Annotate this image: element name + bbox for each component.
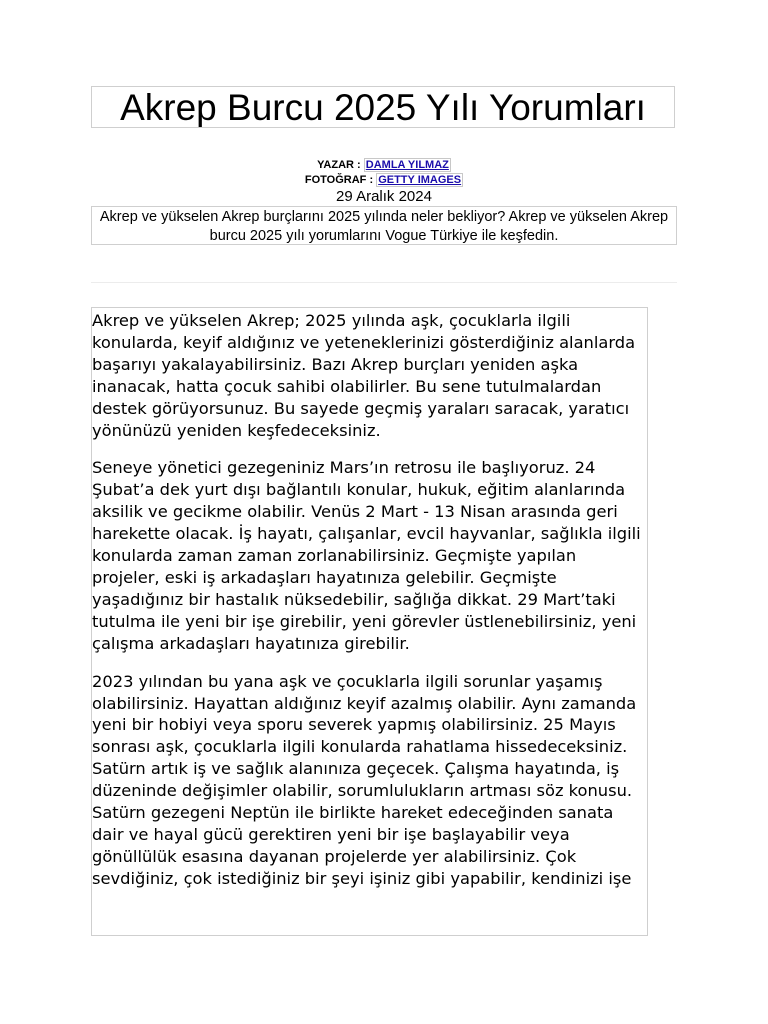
body-paragraph: Akrep ve yükselen Akrep; 2025 yılında aşk, çocuklarla ilgili konularda, keyif aldığınız ve yeteneklerinizi gösterdiğiniz alanlarda başarıyı yakalayabilirsiniz. Bazı Akrep burçları yeniden aşka inanacak, hatta çocuk sahibi olabilirler. Bu sene tutulmalardan destek görüyorsunuz. Bu sayede geçmiş yaraları saracak, yaratıcı yönünüzü yeniden keşfedeceksiniz. <box>92 311 636 440</box>
article-title: Akrep Burcu 2025 Yılı Yorumları <box>91 86 675 128</box>
author-link[interactable]: DAMLA YILMAZ <box>365 159 449 171</box>
photo-credit-link[interactable]: GETTY IMAGES <box>378 174 462 186</box>
section-divider <box>91 282 677 283</box>
body-paragraph: 2023 yılından bu yana aşk ve çocuklarla ilgili sorunlar yaşamış olabilirsiniz. Hayattan aldığınız keyif azalmış olabilir. Aynı zamanda yeni bir hobiyi veya sporu severek yapmış olabilirsiniz. 25 Mayıs sonrası aşk, çocuklarla ilgili konularda rahatlama hissedeceksiniz. Satürn artık iş ve sağlık alanınıza geçecek. Çalışma hayatında, iş düzeninde değişimler olabilir, sorumlulukların artması söz konusu. Satürn gezegeni Neptün ile birlikte hareket edeceğinden sanata dair ve hayal gücü gerektiren yeni bir işe başlayabilir veya gönüllülük esasına dayanan projelerde yer alabilirsiniz. Çok sevdiğiniz, çok istediğiniz bir şeyi işiniz gibi yapabilir, kendinizi işe <box>92 671 637 888</box>
article-body <box>91 307 648 936</box>
photo-credit-line <box>91 173 677 187</box>
photo-label: FOTOĞRAF : <box>304 174 377 186</box>
article-summary: Akrep ve yükselen Akrep burçlarını 2025 yılında neler bekliyor? Akrep ve yükselen Akrep burcu 2025 yılı yorumlarını Vogue Türkiye ile keşfedin. <box>91 206 677 245</box>
body-paragraph: Seneye yönetici gezegeniniz Mars’ın retrosu ile başlıyoruz. 24 Şubat’a dek yurt dışı bağlantılı konular, hukuk, eğitim alanlarında aksilik ve gecikme olabilir. Venüs 2 Mart - 13 Nisan arasında geri harekette olacak. İş hayatı, çalışanlar, evcil hayvanlar, sağlıkla ilgili konularda zaman zaman zorlanabilirsiniz. Geçmişte yapılan projeler, eski iş arkadaşları hayatınıza gelebilir. Geçmişte yaşadığınız bir hastalık nüksedebilir, sağlığa dikkat. 29 Mart’taki tutulma ile yeni bir işe girebilir, yeni görevler üstlenebilirsiniz, yeni çalışma arkadaşları hayatınıza girebilir. <box>92 458 641 653</box>
author-line <box>91 158 677 172</box>
author-label: YAZAR : <box>317 159 364 171</box>
publish-date: 29 Aralık 2024 <box>336 188 432 205</box>
